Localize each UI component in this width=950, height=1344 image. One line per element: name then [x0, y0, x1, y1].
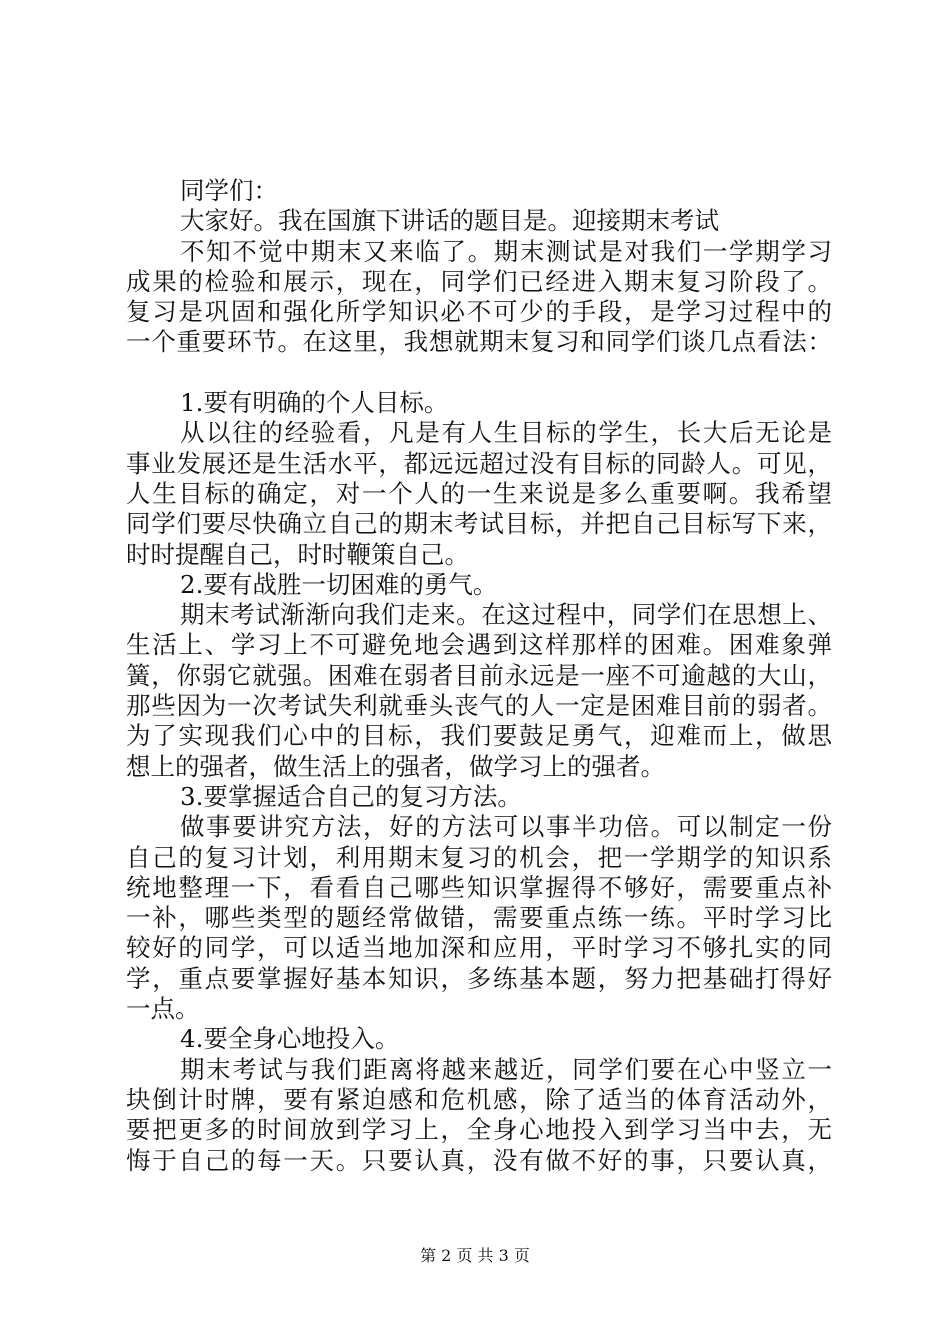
text-line: 从以往的经验看，凡是有人生目标的学生，长大后无论是: [180, 418, 832, 448]
text-line: 不知不觉中期末又来临了。期末测试是对我们一学期学习: [180, 236, 832, 266]
text-line: 生活上、学习上不可避免地会遇到这样那样的困难。困难象弹: [126, 630, 832, 660]
text-line: 同学们要尽快确立自己的期末考试目标，并把自己目标写下来，: [126, 509, 832, 539]
blank-line: [126, 358, 832, 388]
text-line: 要把更多的时间放到学习上，全身心地投入到学习当中去，无: [126, 1115, 832, 1145]
text-line: 同学们：: [180, 176, 278, 205]
text-line: 做事要讲究方法，好的方法可以事半功倍。可以制定一份: [180, 812, 832, 842]
text-line: 统地整理一下，看看自己哪些知识掌握得不够好，需要重点补: [126, 872, 832, 902]
text-line: 为了实现我们心中的目标，我们要鼓足勇气，迎难而上，做思: [126, 721, 832, 751]
text-line: 块倒计时牌，要有紧迫感和危机感，除了适当的体育活动外，: [126, 1084, 832, 1114]
text-line: 期末考试渐渐向我们走来。在这过程中，同学们在思想上、: [180, 600, 832, 630]
text-line: 想上的强者，做生活上的强者，做学习上的强者。: [126, 751, 665, 781]
text-line: 那些因为一次考试失利就垂头丧气的人一定是困难目前的弱者。: [126, 691, 832, 721]
text-line: 期末考试与我们距离将越来越近，同学们要在心中竖立一: [180, 1054, 832, 1084]
page-footer: 第 2 页 共 3 页: [420, 1246, 530, 1265]
text-line: 悔于自己的每一天。只要认真，没有做不好的事，只要认真，: [126, 1145, 832, 1175]
text-line: 1.要有明确的个人目标。: [180, 388, 449, 418]
text-line: 4.要全身心地投入。: [180, 1024, 400, 1054]
text-line: 一个重要环节。在这里，我想就期末复习和同学们谈几点看法：: [126, 327, 832, 357]
text-line: 一补，哪些类型的题经常做错，需要重点练一练。平时学习比: [126, 903, 832, 933]
document-body: [126, 176, 832, 1176]
text-line: 复习是巩固和强化所学知识必不可少的手段，是学习过程中的: [126, 297, 832, 327]
text-line: 自己的复习计划，利用期末复习的机会，把一学期学的知识系: [126, 842, 832, 872]
text-line: 一点。: [126, 994, 200, 1024]
text-line: 事业发展还是生活水平，都远远超过没有目标的同龄人。可见，: [126, 448, 832, 478]
text-line: 人生目标的确定，对一个人的一生来说是多么重要啊。我希望: [126, 478, 832, 508]
text-line: 大家好。我在国旗下讲话的题目是。迎接期末考试: [180, 206, 719, 236]
text-line: 成果的检验和展示，现在，同学们已经进入期末复习阶段了。: [126, 266, 832, 296]
text-line: 簧，你弱它就强。困难在弱者目前永远是一座不可逾越的大山，: [126, 660, 832, 690]
text-line: 学，重点要掌握好基本知识，多练基本题，努力把基础打得好: [126, 963, 832, 993]
text-line: 3.要掌握适合自己的复习方法。: [180, 781, 522, 811]
text-line: 2.要有战胜一切困难的勇气。: [180, 569, 498, 599]
text-line: 时时提醒自己，时时鞭策自己。: [126, 539, 469, 569]
text-line: 较好的同学，可以适当地加深和应用，平时学习不够扎实的同: [126, 933, 832, 963]
